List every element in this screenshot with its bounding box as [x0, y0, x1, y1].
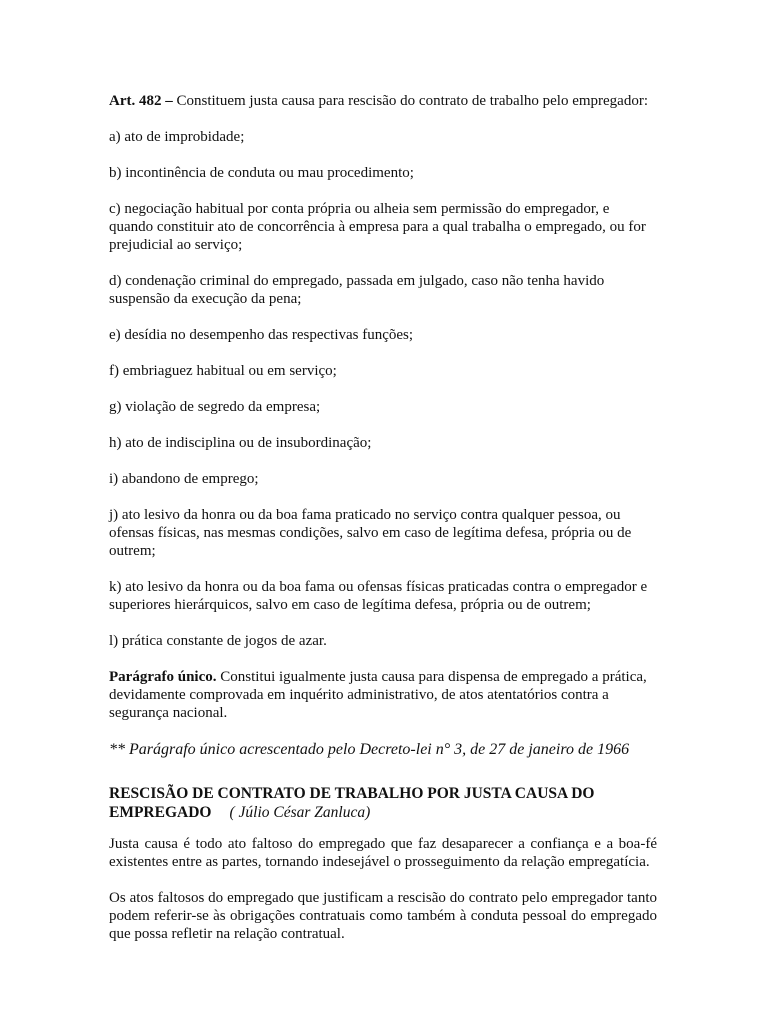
- section-title: RESCISÃO DE CONTRATO DE TRABALHO POR JUSTA CAUSA DO EMPREGADO: [109, 785, 595, 821]
- paragraph-justa-causa: Justa causa é todo ato faltoso do empregado que faz desaparecer a confiança e a boa-fé existentes entre as partes, tornando indesejável o prosseguimento da relação empregatícia.: [109, 836, 657, 870]
- paragraph-atos-faltosos: Os atos faltosos do empregado que justificam a rescisão do contrato pelo empregador tanto podem referir-se às obrigações contratuais como também à conduta pessoal do empregado que possa refletir na relação contratual.: [109, 890, 657, 942]
- list-item-c: c) negociação habitual por conta própria ou alheia sem permissão do empregador, e quando constituir ato de concorrência à empresa para a qual trabalha o empregado, ou for prejudicial ao serviço;: [109, 201, 646, 253]
- list-item-i: i) abandono de emprego;: [109, 471, 259, 487]
- article-text: Constituem justa causa para rescisão do contrato de trabalho pelo empregador:: [172, 93, 649, 109]
- decree-note: ** Parágrafo único acrescentado pelo Decreto-lei n° 3, de 27 de janeiro de 1966: [109, 741, 630, 758]
- section-heading: [109, 784, 657, 822]
- article-482-intro: [109, 92, 657, 110]
- list-item-h: h) ato de indisciplina ou de insubordinação;: [109, 435, 372, 451]
- list-item-e: e) desídia no desempenho das respectivas funções;: [109, 327, 414, 343]
- document-page: [109, 92, 657, 961]
- list-item-k: k) ato lesivo da honra ou da boa fama ou ofensas físicas praticadas contra o empregador e superiores hierárquicos, salvo em caso de legítima defesa, própria ou de outrem;: [109, 579, 648, 613]
- paragrafo-unico: [109, 668, 657, 722]
- paragrafo-text: Constitui igualmente justa causa para dispensa de empregado a prática, devidamente comprovada em inquérito administrativo, de atos atentatórios contra a segurança nacional.: [109, 669, 647, 721]
- list-item-d: d) condenação criminal do empregado, passada em julgado, caso não tenha havido suspensão da execução da pena;: [109, 273, 605, 307]
- list-item-g: g) violação de segredo da empresa;: [109, 399, 321, 415]
- list-item-l: l) prática constante de jogos de azar.: [109, 633, 327, 649]
- list-item-a: a) ato de improbidade;: [109, 129, 245, 145]
- list-item-b: b) incontinência de conduta ou mau procedimento;: [109, 165, 414, 181]
- list-item-f: f) embriaguez habitual ou em serviço;: [109, 363, 337, 379]
- paragrafo-label: Parágrafo único.: [109, 669, 217, 685]
- section-author: ( Júlio César Zanluca): [229, 804, 371, 821]
- list-item-j: j) ato lesivo da honra ou da boa fama praticado no serviço contra qualquer pessoa, ou ofensas físicas, nas mesmas condições, salvo em caso de legítima defesa, própria ou de outrem;: [109, 507, 632, 559]
- article-label: Art. 482 –: [109, 93, 173, 109]
